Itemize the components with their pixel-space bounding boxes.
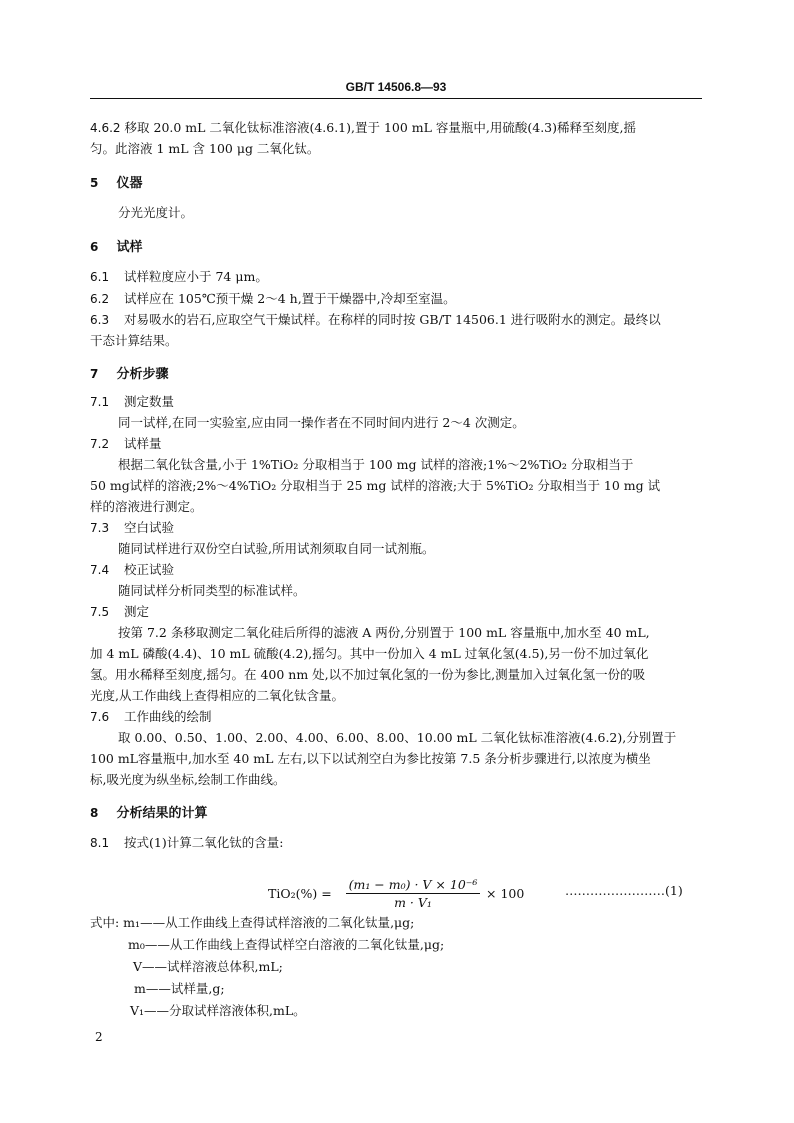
equation-number: ……………………(1) — [565, 883, 683, 898]
where-symbol: m₀ — [128, 937, 145, 952]
clause-text-cont: 干态计算结果。 — [90, 333, 178, 348]
where-desc: 试样量,g; — [170, 981, 225, 996]
where-row: m₀——从工作曲线上查得试样空白溶液的二氧化钛量,μg; — [128, 937, 445, 952]
section-5-body: 分光光度计。 — [118, 205, 194, 220]
clause-number: 7.5 — [90, 605, 110, 619]
clause-6-3 — [90, 311, 705, 329]
section-7-heading — [90, 365, 705, 384]
section-title: 分析结果的计算 — [116, 806, 208, 821]
section-title: 仪器 — [116, 176, 143, 191]
clause-body-cont: 氢。用水稀释至刻度,摇匀。在 400 nm 处,以不加过氧化氢的一份为参比,测量加入过氧化氢一份的吸 — [90, 667, 646, 682]
where-row: V——试样溶液总体积,mL; — [133, 959, 283, 974]
clause-body-cont: 标,吸光度为纵坐标,绘制工作曲线。 — [90, 772, 286, 787]
where-desc: 从工作曲线上查得试样溶液的二氧化钛量,μg; — [165, 915, 415, 930]
clause-title: 工作曲线的绘制 — [123, 709, 212, 724]
clause-number: 7.3 — [90, 521, 110, 535]
section-6-heading — [90, 238, 705, 257]
clause-body-cont: 100 mL容量瓶中,加水至 40 mL 左右,以下以试剂空白为参比按第 7.5 条分析步骤进行,以浓度为横坐 — [90, 751, 651, 766]
clause-title: 测定数量 — [123, 394, 174, 409]
where-desc: 试样溶液总体积,mL; — [167, 959, 283, 974]
formula-fraction — [346, 876, 480, 911]
where-row: 式中: m₁——从工作曲线上查得试样溶液的二氧化钛量,μg; — [90, 915, 415, 930]
clause-7-5 — [90, 603, 705, 621]
clause-number: 8.1 — [90, 836, 110, 850]
clause-body: 按第 7.2 条移取测定二氧化硅后所得的滤液 A 两份,分别置于 100 mL 容量瓶中,加水至 40 mL, — [118, 625, 650, 640]
where-symbol: V₁ — [130, 1003, 145, 1018]
formula-numerator: (m₁ − m₀) · V × 10⁻⁶ — [346, 876, 480, 894]
clause-body-cont: 样的溶液进行测定。 — [90, 499, 203, 514]
clause-title: 校正试验 — [123, 562, 174, 577]
formula-lhs: TiO₂(%) = — [268, 886, 332, 901]
clause-6-2 — [90, 290, 705, 308]
clause-number: 6.3 — [90, 313, 110, 327]
clause-7-2 — [90, 435, 705, 453]
clause-4-6-2 — [90, 119, 705, 137]
clause-8-1 — [90, 834, 705, 852]
clause-7-1 — [90, 393, 705, 411]
where-symbol: V — [133, 959, 143, 974]
clause-body: 同一试样,在同一实验室,应由同一操作者在不同时间内进行 2～4 次测定。 — [118, 415, 525, 430]
clause-body: 随同试样分析同类型的标准试样。 — [118, 583, 306, 598]
clause-6-1 — [90, 268, 705, 286]
clause-body: 取 0.00、0.50、1.00、2.00、4.00、6.00、8.00、10.00 mL 二氧化钛标准溶液(4.6.2),分别置于 — [118, 730, 677, 745]
clause-title: 试样量 — [123, 436, 162, 451]
clause-body-cont: 光度,从工作曲线上查得相应的二氧化钛含量。 — [90, 688, 344, 703]
clause-text-cont: 匀。此溶液 1 mL 含 100 μg 二氧化钛。 — [90, 141, 320, 156]
clause-title: 测定 — [123, 604, 149, 619]
clause-text: 移取 20.0 mL 二氧化钛标准溶液(4.6.1),置于 100 mL 容量瓶中,用硫酸(4.3)稀释至刻度,摇 — [124, 120, 636, 135]
clause-body-cont: 加 4 mL 磷酸(4.4)、10 mL 硫酸(4.2),摇匀。其中一份加入 4 mL 过氧化氢(4.5),另一份不加过氧化 — [90, 646, 649, 661]
clause-text: 试样粒度应小于 74 μm。 — [123, 269, 268, 284]
where-symbol: m — [134, 981, 146, 996]
where-desc: 从工作曲线上查得试样空白溶液的二氧化钛量,μg; — [169, 937, 445, 952]
clause-text: 试样应在 105℃预干燥 2～4 h,置于干燥器中,冷却至室温。 — [123, 291, 456, 306]
clause-body-cont: 50 mg试样的溶液;2%～4%TiO₂ 分取相当于 25 mg 试样的溶液;大于 5%TiO₂ 分取相当于 10 mg 试 — [90, 478, 661, 493]
clause-7-6 — [90, 708, 705, 726]
clause-body: 随同试样进行双份空白试验,所用试剂须取自同一试剂瓶。 — [118, 541, 435, 556]
section-title: 分析步骤 — [116, 367, 169, 382]
clause-number: 7.6 — [90, 710, 110, 724]
clause-number: 4.6.2 — [90, 121, 121, 135]
section-8-heading — [90, 804, 705, 823]
section-number: 8 — [90, 806, 99, 820]
clause-title: 空白试验 — [123, 520, 174, 535]
clause-number: 6.1 — [90, 270, 110, 284]
formula-rhs: × 100 — [486, 886, 525, 901]
clause-7-4 — [90, 561, 705, 579]
page-number: 2 — [95, 1030, 103, 1044]
clause-number: 6.2 — [90, 292, 110, 306]
section-number: 6 — [90, 240, 99, 254]
clause-number: 7.2 — [90, 437, 110, 451]
section-number: 7 — [90, 367, 99, 381]
where-row: m——试样量,g; — [134, 981, 225, 996]
formula-denominator: m · V₁ — [394, 895, 432, 910]
header-rule — [90, 98, 702, 99]
page-header: GB/T 14506.8—93 — [345, 80, 447, 94]
where-desc: 分取试样溶液体积,mL。 — [169, 1003, 306, 1018]
where-symbol: 式中: m₁ — [90, 915, 141, 930]
where-row: V₁——分取试样溶液体积,mL。 — [130, 1003, 306, 1018]
clause-number: 7.1 — [90, 395, 110, 409]
clause-number: 7.4 — [90, 563, 110, 577]
section-title: 试样 — [116, 240, 143, 255]
section-5-heading — [90, 174, 705, 193]
clause-7-3 — [90, 519, 705, 537]
clause-text: 对易吸水的岩石,应取空气干燥试样。在称样的同时按 GB/T 14506.1 进行吸附水的测定。最终以 — [123, 312, 661, 327]
clause-text: 按式(1)计算二氧化钛的含量: — [123, 835, 284, 850]
clause-body: 根据二氧化钛含量,小于 1%TiO₂ 分取相当于 100 mg 试样的溶液;1%～2%TiO₂ 分取相当于 — [118, 457, 634, 472]
section-number: 5 — [90, 176, 99, 190]
